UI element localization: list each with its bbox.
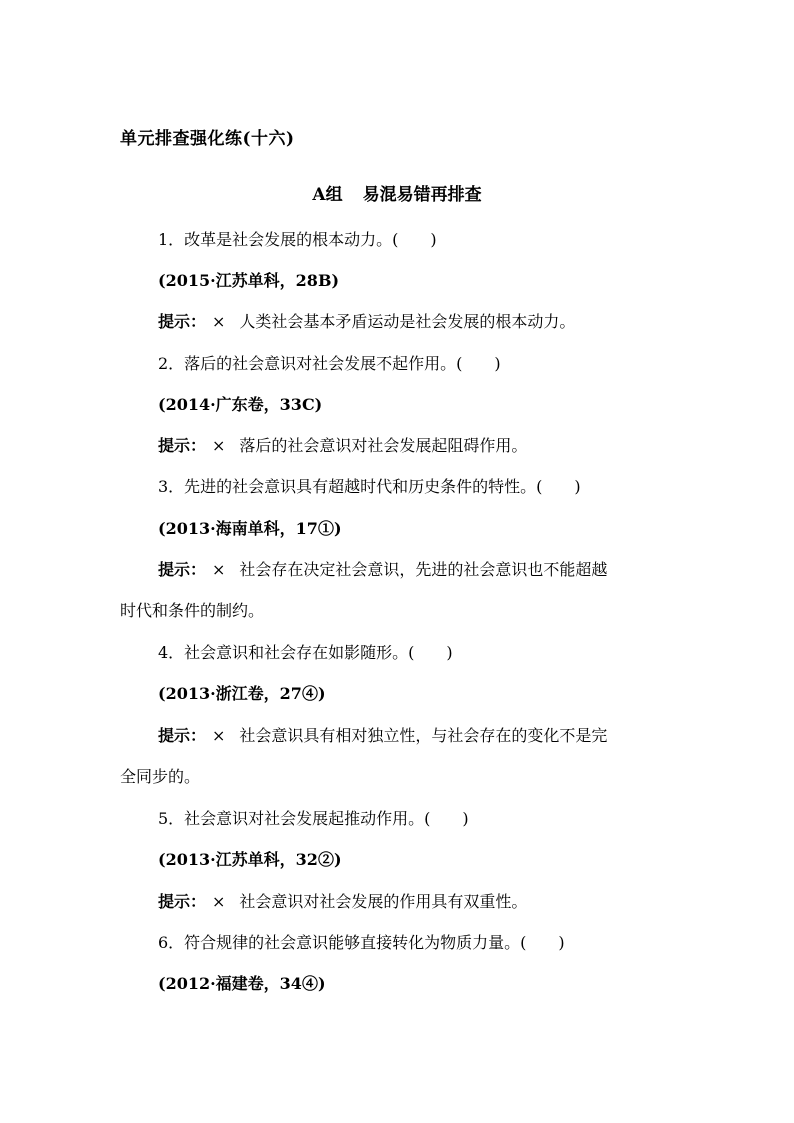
source-6: (2012·福建卷，34④) xyxy=(158,974,326,993)
wrong-mark: × xyxy=(212,436,226,455)
source-4: (2013·浙江卷，27④) xyxy=(158,684,326,703)
hint-label: 提示： xyxy=(158,312,207,331)
question-2: 2．落后的社会意识对社会发展不起作用。( ) xyxy=(158,354,501,373)
hint-text: 社会存在决定社会意识，先进的社会意识也不能超越 xyxy=(239,560,608,579)
hint-label: 提示： xyxy=(158,726,207,745)
hint-text: 社会意识对社会发展的作用具有双重性。 xyxy=(239,892,528,911)
source-1: (2015·江苏单科，28B) xyxy=(158,271,340,290)
hint-text: 落后的社会意识对社会发展起阻碍作用。 xyxy=(239,436,528,455)
page-title: 单元排查强化练(十六) xyxy=(120,129,295,149)
hint-text: 社会意识具有相对独立性，与社会存在的变化不是完 xyxy=(239,726,608,745)
hint-4-continued: 全同步的。 xyxy=(120,767,201,786)
question-4: 4．社会意识和社会存在如影随形。( ) xyxy=(158,643,453,662)
hint-1 xyxy=(158,309,575,332)
hint-3-continued: 时代和条件的制约。 xyxy=(120,601,265,620)
question-3: 3．先进的社会意识具有超越时代和历史条件的特性。( ) xyxy=(158,477,581,496)
source-5: (2013·江苏单科，32②) xyxy=(158,850,342,869)
hint-label: 提示： xyxy=(158,436,207,455)
hint-text: 人类社会基本矛盾运动是社会发展的根本动力。 xyxy=(239,312,576,331)
question-1: 1．改革是社会发展的根本动力。( ) xyxy=(158,230,437,249)
question-5: 5．社会意识对社会发展起推动作用。( ) xyxy=(158,809,469,828)
hint-5 xyxy=(158,889,527,912)
hint-3 xyxy=(158,557,607,580)
hint-label: 提示： xyxy=(158,892,207,911)
section-label: A组 xyxy=(312,185,343,205)
hint-2 xyxy=(158,433,527,456)
wrong-mark: × xyxy=(212,312,226,331)
hint-label: 提示： xyxy=(158,560,207,579)
source-3: (2013·海南单科，17①) xyxy=(158,519,342,538)
wrong-mark: × xyxy=(212,726,226,745)
section-heading xyxy=(0,180,794,205)
source-2: (2014·广东卷，33C) xyxy=(158,395,323,414)
wrong-mark: × xyxy=(212,892,226,911)
question-6: 6．符合规律的社会意识能够直接转化为物质力量。( ) xyxy=(158,933,565,952)
wrong-mark: × xyxy=(212,560,226,579)
section-text: 易混易错再排查 xyxy=(362,185,482,205)
hint-4 xyxy=(158,723,607,746)
